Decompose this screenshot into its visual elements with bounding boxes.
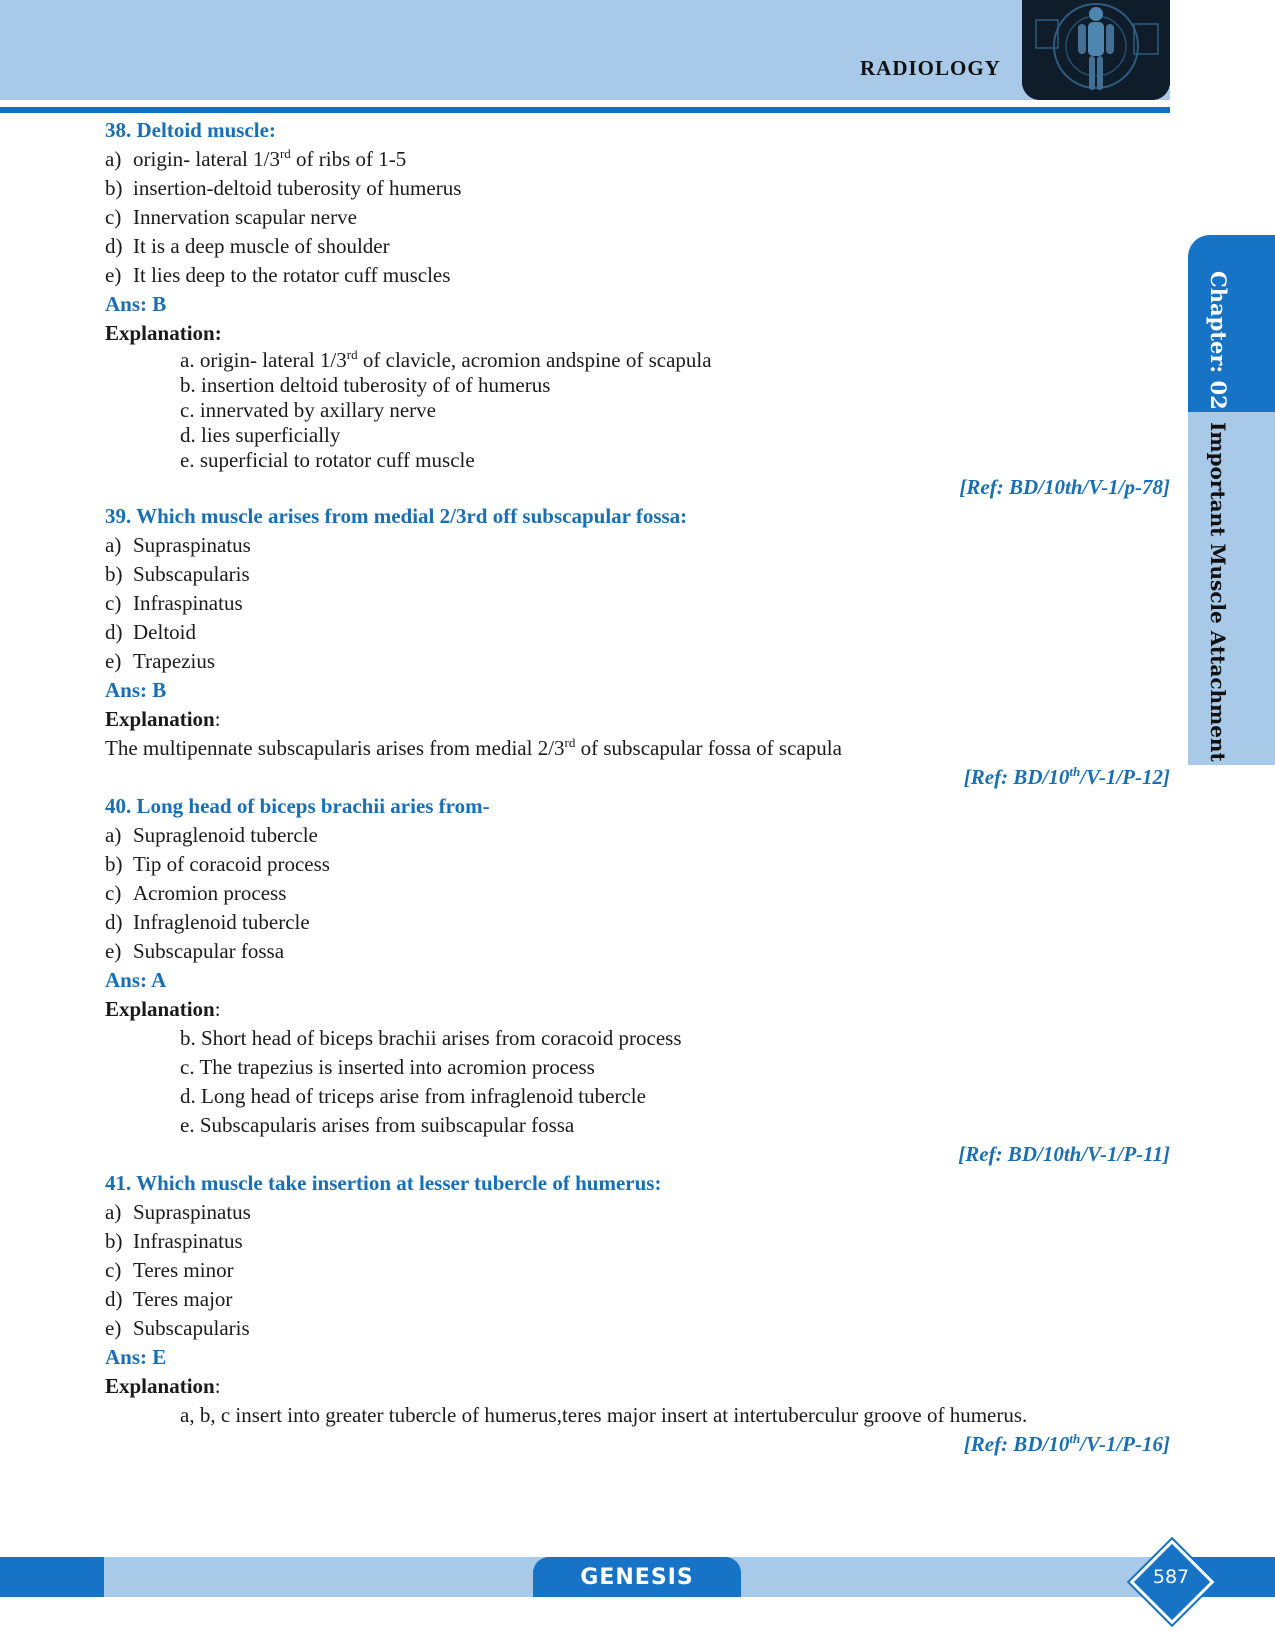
chapter-label-block — [1188, 235, 1275, 412]
reference: [Ref: BD/10th/V-1/P-11] — [958, 1142, 1170, 1166]
option-item: e) Trapezius — [105, 649, 216, 673]
reference: [Ref: BD/10th/V-1/P-12] — [963, 764, 1170, 789]
answer: Ans: B — [105, 292, 167, 316]
option-item: e) It lies deep to the rotator cuff muscles — [105, 263, 451, 287]
option-item: b) insertion-deltoid tuberosity of humerus — [105, 176, 462, 200]
chapter-title: Important Muscle Attachment — [1206, 422, 1230, 762]
header-band — [0, 0, 1170, 100]
header-title: RADIOLOGY — [860, 56, 1001, 80]
explanation-line: b. Short head of biceps brachii arises from coracoid process — [180, 1026, 682, 1050]
explanation-line: b. insertion deltoid tuberosity of of humerus — [180, 373, 551, 397]
option-item: a) origin- lateral 1/3rd of ribs of 1-5 — [105, 146, 407, 171]
question-title: 39. Which muscle arises from medial 2/3rd off subscapular fossa: — [105, 504, 688, 528]
option-item: b) Infraspinatus — [105, 1229, 243, 1253]
option-item: d) It is a deep muscle of shoulder — [105, 234, 390, 258]
option-item: a) Supraspinatus — [105, 1200, 251, 1224]
explanation-line: d. lies superficially — [180, 423, 341, 447]
footer-left-block — [0, 1557, 104, 1597]
explanation-line: a. origin- lateral 1/3rd of clavicle, acromion andspine of scapula — [180, 347, 712, 372]
explanation-line: The multipennate subscapularis arises from medial 2/3rd of subscapular fossa of scapula — [105, 735, 842, 760]
question-content — [105, 116, 1170, 1459]
option-item: a) Supraglenoid tubercle — [105, 823, 318, 847]
explanation-label: Explanation: — [105, 1374, 221, 1398]
explanation-label: Explanation: — [105, 707, 221, 731]
explanation-label: Explanation: — [105, 321, 222, 345]
option-item: c) Infraspinatus — [105, 591, 243, 615]
explanation-line: c. innervated by axillary nerve — [180, 398, 436, 422]
answer: Ans: A — [105, 968, 167, 992]
explanation-line: a, b, c insert into greater tubercle of humerus,teres major insert at intertuberculur groove of humerus. — [180, 1403, 1028, 1427]
footer-brand: GENESIS — [533, 1557, 741, 1597]
option-item: d) Infraglenoid tubercle — [105, 910, 310, 934]
human-body-scan-icon — [1022, 0, 1170, 100]
option-item: e) Subscapularis — [105, 1316, 250, 1340]
question-title: 38. Deltoid muscle: — [105, 118, 276, 142]
option-item: d) Teres major — [105, 1287, 233, 1311]
answer: Ans: E — [105, 1345, 167, 1369]
page-number: 587 — [1152, 1566, 1190, 1588]
option-item: e) Subscapular fossa — [105, 939, 285, 963]
option-item: c) Acromion process — [105, 881, 287, 905]
explanation-line: e. Subscapularis arises from suibscapular fossa — [180, 1113, 575, 1137]
answer: Ans: B — [105, 678, 167, 702]
explanation-line: d. Long head of triceps arise from infraglenoid tubercle — [180, 1084, 646, 1108]
option-item: c) Teres minor — [105, 1258, 234, 1282]
question-title: 41. Which muscle take insertion at lesser tubercle of humerus: — [105, 1171, 662, 1195]
question-title: 40. Long head of biceps brachii aries from- — [105, 794, 490, 818]
option-item: b) Subscapularis — [105, 562, 250, 586]
chapter-number: Chapter: 02 — [1206, 271, 1231, 410]
reference: [Ref: BD/10th/V-1/P-16] — [963, 1431, 1170, 1456]
explanation-line: e. superficial to rotator cuff muscle — [180, 448, 475, 472]
option-item: c) Innervation scapular nerve — [105, 205, 357, 229]
option-item: d) Deltoid — [105, 620, 196, 644]
explanation-label: Explanation: — [105, 997, 221, 1021]
option-item: b) Tip of coracoid process — [105, 852, 330, 876]
option-item: a) Supraspinatus — [105, 533, 251, 557]
explanation-line: c. The trapezius is inserted into acromion process — [180, 1055, 595, 1079]
header-rule — [0, 107, 1170, 113]
chapter-side-tab — [1188, 235, 1275, 765]
reference: [Ref: BD/10th/V-1/p-78] — [959, 475, 1170, 499]
